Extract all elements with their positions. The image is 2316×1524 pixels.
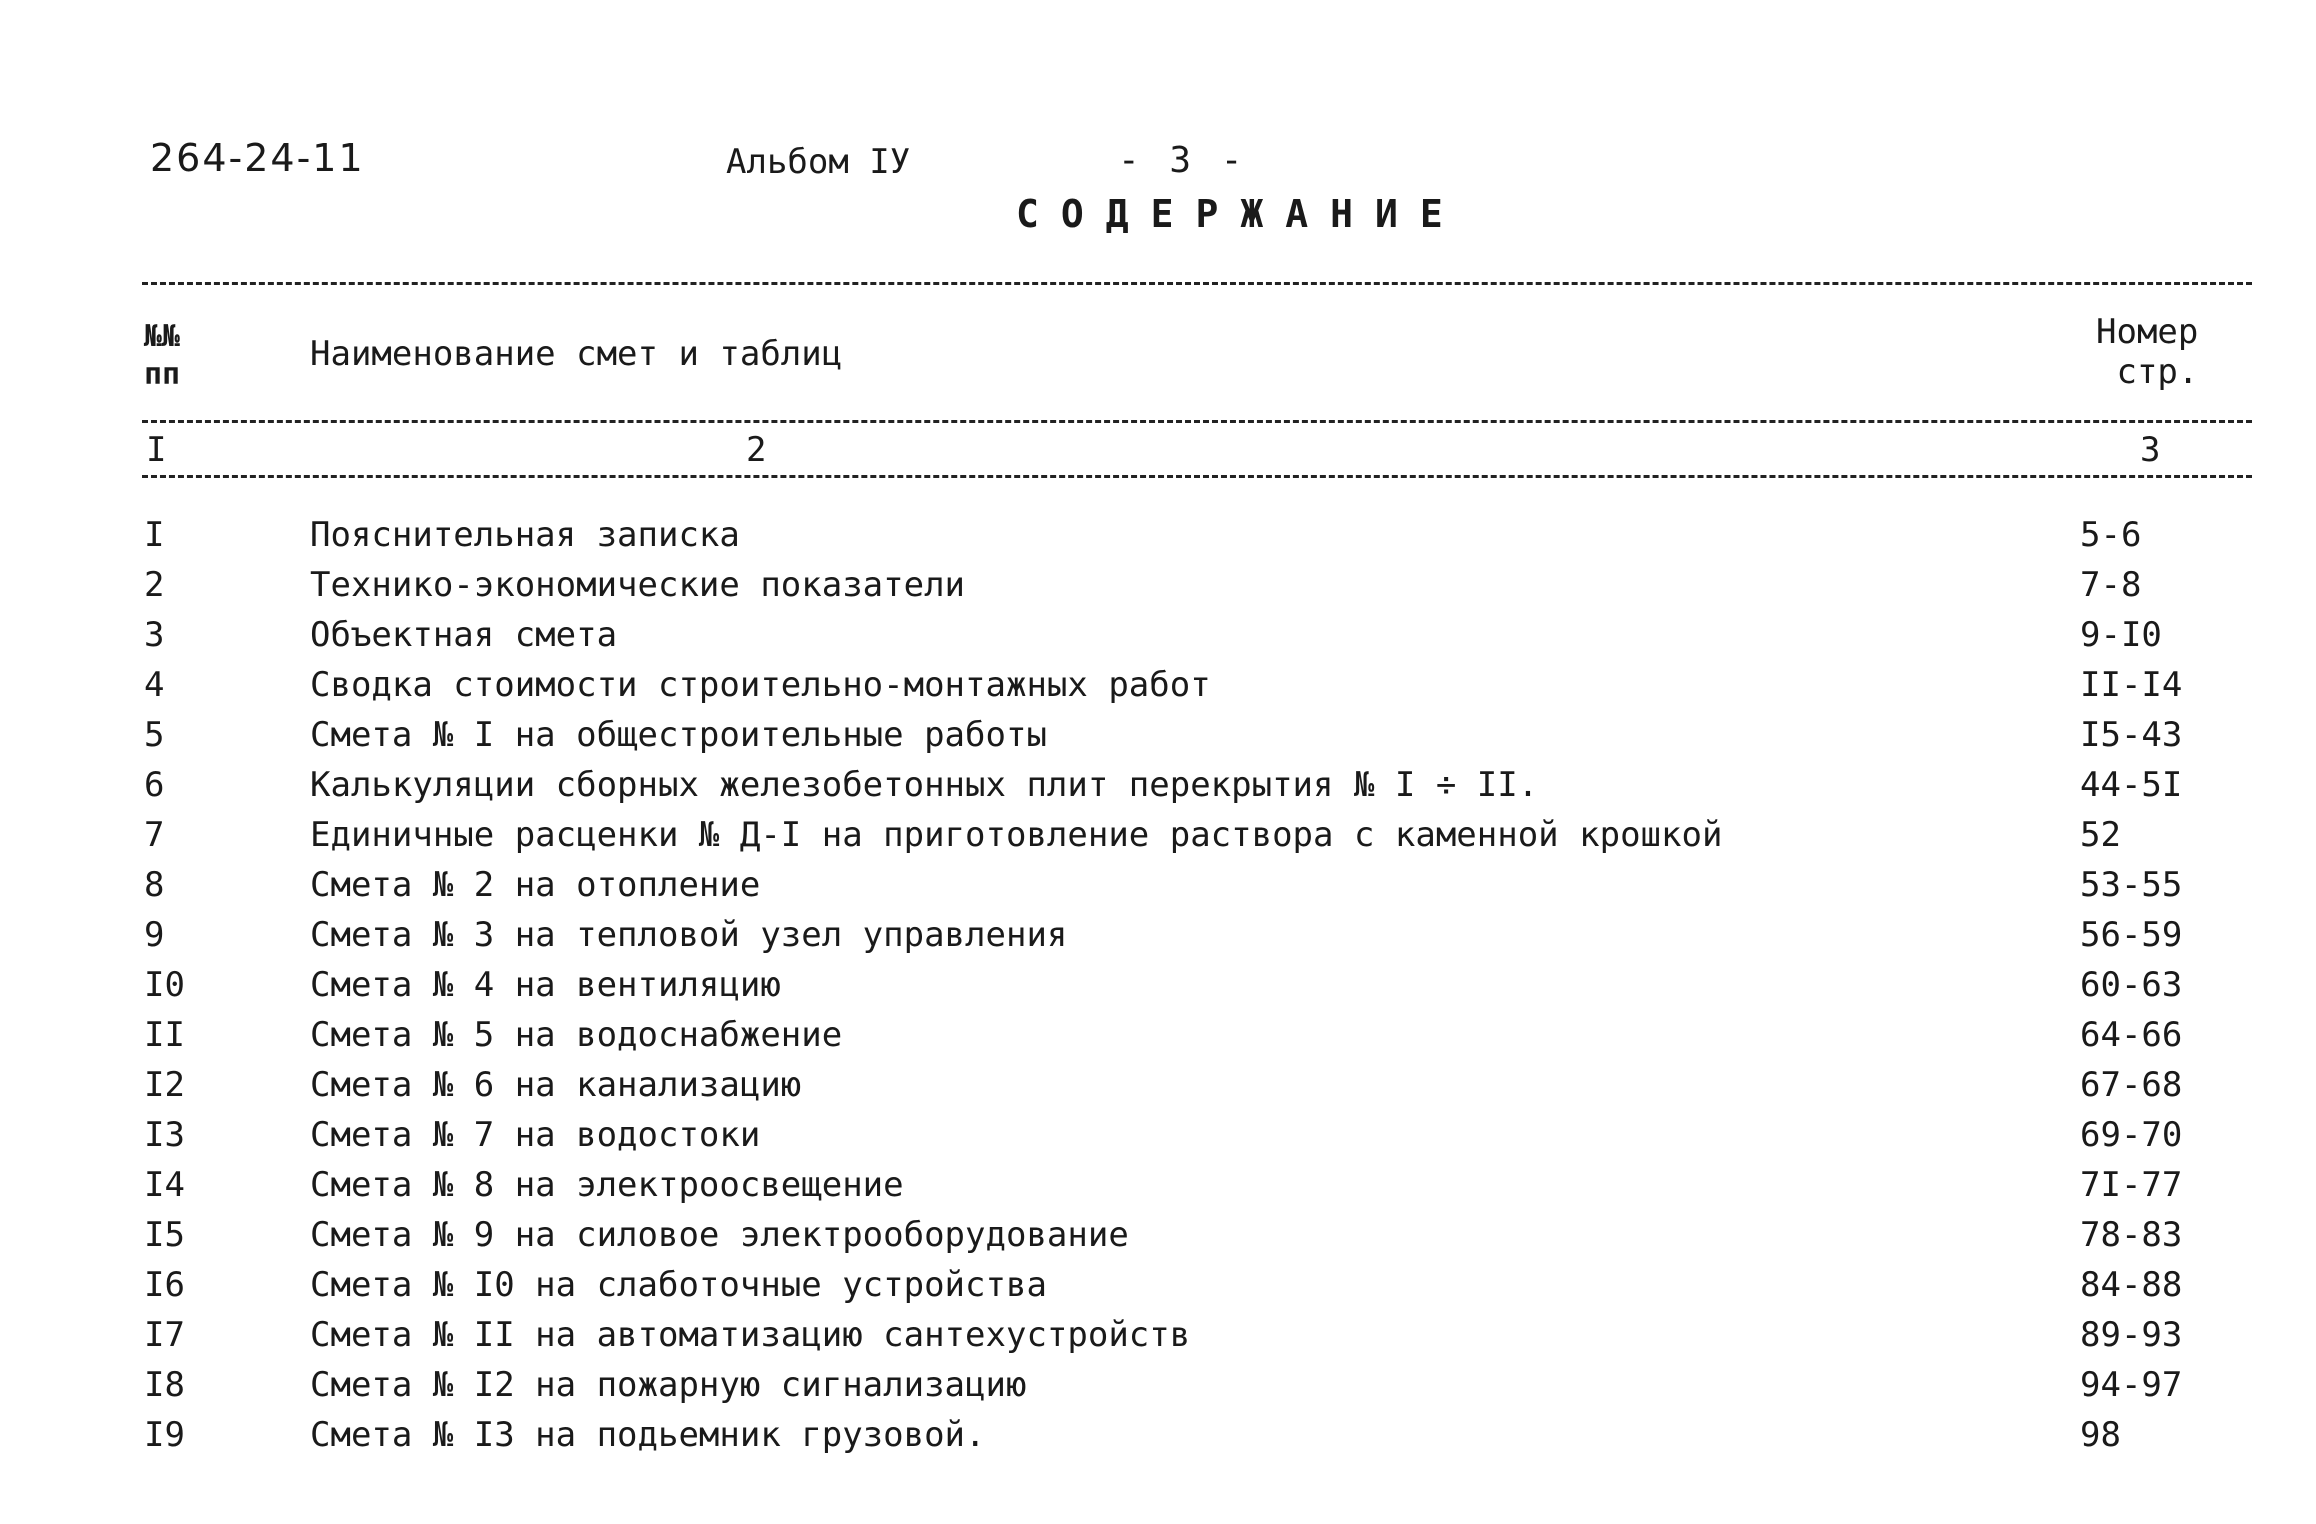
column-header-number-line1: №№	[144, 319, 181, 354]
table-row	[0, 610, 2316, 660]
row-pages: 69-70	[2080, 1115, 2183, 1155]
divider-index	[142, 475, 2252, 478]
table-row	[0, 810, 2316, 860]
row-pages: 53-55	[2080, 865, 2183, 905]
row-number: 4	[144, 665, 165, 705]
row-title: Единичные расценки № Д-I на приготовление раствора с каменной крошкой	[310, 815, 1723, 855]
row-title: Смета № I0 на слаботочные устройства	[310, 1265, 1047, 1305]
album-label: Альбом IУ	[726, 142, 911, 182]
column-header-number	[144, 318, 180, 394]
row-title: Смета № I на общестроительные работы	[310, 715, 1047, 755]
row-title: Смета № 7 на водостоки	[310, 1115, 761, 1155]
row-pages: 67-68	[2080, 1065, 2183, 1105]
row-title: Пояснительная записка	[310, 515, 740, 555]
row-number: I	[144, 515, 165, 555]
row-pages: 94-97	[2080, 1365, 2183, 1405]
row-pages: 98	[2080, 1415, 2121, 1455]
row-number: I5	[144, 1215, 185, 1255]
row-title: Смета № 4 на вентиляцию	[310, 965, 781, 1005]
row-title: Сводка стоимости строительно-монтажных работ	[310, 665, 1211, 705]
divider-top	[142, 282, 2252, 285]
row-title: Калькуляции сборных железобетонных плит перекрытия № I ÷ II.	[310, 765, 1539, 805]
row-title: Смета № 3 на тепловой узел управления	[310, 915, 1068, 955]
row-pages: 44-5I	[2080, 765, 2183, 805]
table-row	[0, 960, 2316, 1010]
table-row	[0, 1160, 2316, 1210]
row-number: I6	[144, 1265, 185, 1305]
column-header-page-line2: стр.	[2116, 352, 2199, 392]
row-title: Смета № 5 на водоснабжение	[310, 1015, 843, 1055]
table-row	[0, 910, 2316, 960]
row-title: Смета № II на автоматизацию сантехустройств	[310, 1315, 1191, 1355]
row-pages: 64-66	[2080, 1015, 2183, 1055]
table-row	[0, 660, 2316, 710]
row-number: I0	[144, 965, 185, 1005]
row-pages: 89-93	[2080, 1315, 2183, 1355]
row-title: Технико-экономические показатели	[310, 565, 966, 605]
table-row	[0, 1260, 2316, 1310]
row-number: 3	[144, 615, 165, 655]
page-number: - 3 -	[1118, 140, 1247, 181]
column-header-page-line1: Номер	[2096, 312, 2199, 352]
row-number: I3	[144, 1115, 185, 1155]
row-pages: 84-88	[2080, 1265, 2183, 1305]
row-title: Смета № 8 на электроосвещение	[310, 1165, 904, 1205]
column-index-2: 2	[746, 430, 767, 470]
column-header-number-line2: пп	[144, 357, 181, 392]
table-row	[0, 710, 2316, 760]
row-title: Смета № 2 на отопление	[310, 865, 761, 905]
column-header-page	[2096, 312, 2198, 392]
row-number: 8	[144, 865, 165, 905]
row-number: I4	[144, 1165, 185, 1205]
table-row	[0, 560, 2316, 610]
row-number: 7	[144, 815, 165, 855]
column-index-3: 3	[2140, 430, 2161, 470]
row-title: Смета № 9 на силовое электрооборудование	[310, 1215, 1129, 1255]
table-row	[0, 1310, 2316, 1360]
row-title: Смета № I3 на подьемник грузовой.	[310, 1415, 986, 1455]
table-row	[0, 860, 2316, 910]
row-pages: 7-8	[2080, 565, 2142, 605]
row-number: I2	[144, 1065, 185, 1105]
row-pages: 5-6	[2080, 515, 2142, 555]
row-number: I9	[144, 1415, 185, 1455]
row-number: 2	[144, 565, 165, 605]
row-number: II	[144, 1015, 185, 1055]
table-row	[0, 1010, 2316, 1060]
row-number: I8	[144, 1365, 185, 1405]
row-number: I7	[144, 1315, 185, 1355]
column-header-name: Наименование смет и таблиц	[310, 334, 843, 374]
row-number: 5	[144, 715, 165, 755]
table-row	[0, 1060, 2316, 1110]
row-pages: 60-63	[2080, 965, 2183, 1005]
row-pages: 9-I0	[2080, 615, 2162, 655]
row-title: Смета № I2 на пожарную сигнализацию	[310, 1365, 1027, 1405]
column-index-1: I	[146, 430, 167, 470]
table-row	[0, 1210, 2316, 1260]
row-pages: 7I-77	[2080, 1165, 2183, 1205]
row-pages: 56-59	[2080, 915, 2183, 955]
divider-header	[142, 420, 2252, 423]
document-code: 264-24-11	[150, 136, 365, 180]
table-row	[0, 1410, 2316, 1460]
table-row	[0, 760, 2316, 810]
row-pages: 78-83	[2080, 1215, 2183, 1255]
page-title: СОДЕРЖАНИЕ	[1016, 192, 1465, 236]
table-row	[0, 510, 2316, 560]
row-title: Смета № 6 на канализацию	[310, 1065, 802, 1105]
row-title: Объектная смета	[310, 615, 618, 655]
table-row	[0, 1360, 2316, 1410]
row-pages: II-I4	[2080, 665, 2183, 705]
row-pages: I5-43	[2080, 715, 2183, 755]
row-pages: 52	[2080, 815, 2121, 855]
row-number: 6	[144, 765, 165, 805]
row-number: 9	[144, 915, 165, 955]
table-row	[0, 1110, 2316, 1160]
